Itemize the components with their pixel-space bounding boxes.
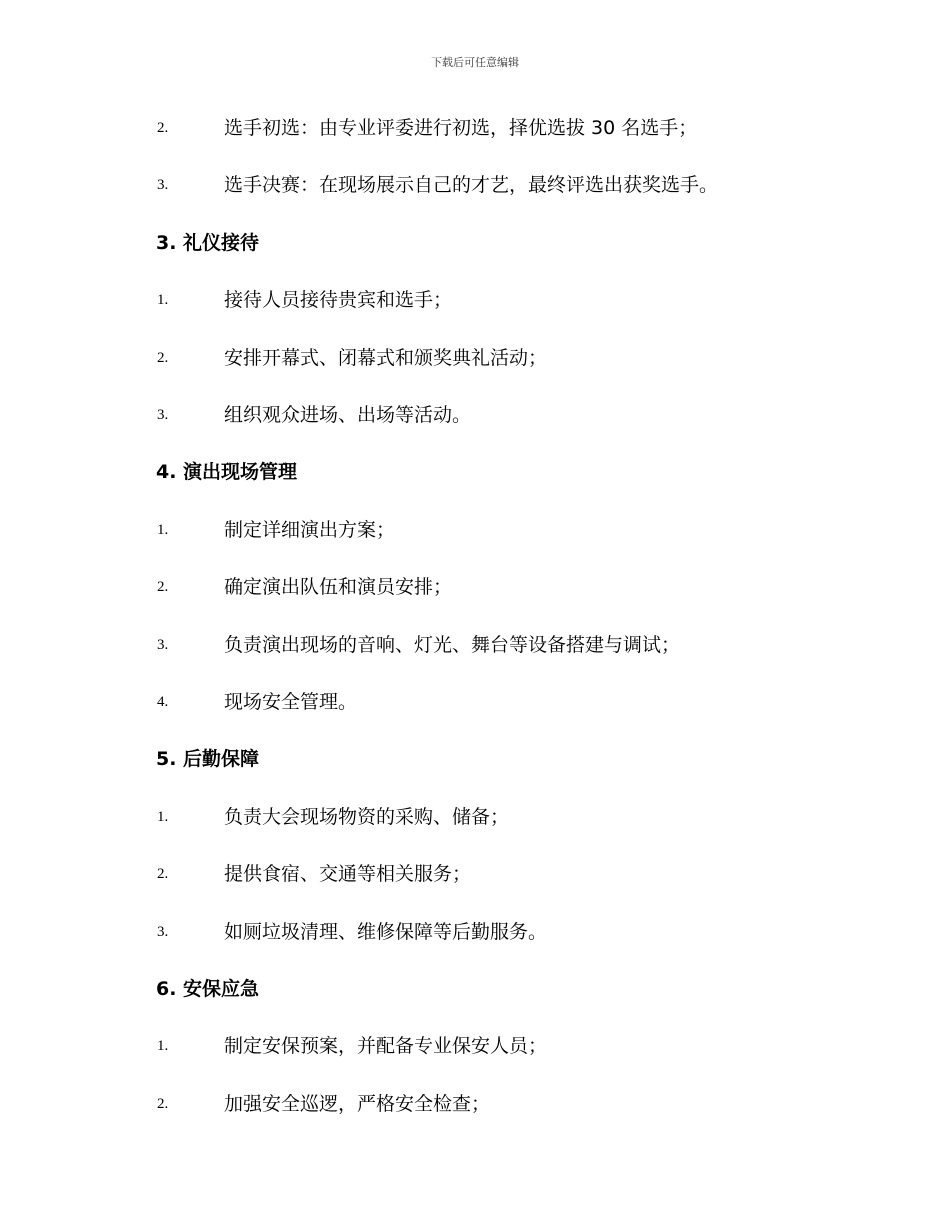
list-item-text: 现场安全管理。 — [224, 691, 358, 713]
list-item-text: 负责大会现场物资的采购、储备； — [224, 806, 510, 828]
list-item-text: 制定安保预案，并配备专业保安人员； — [224, 1035, 548, 1057]
list-item — [0, 1031, 950, 1061]
list-item-text: 选手决赛：在现场展示自己的才艺，最终评选出获奖选手。 — [224, 174, 719, 196]
list-item — [0, 1089, 950, 1119]
section-heading-row — [0, 974, 950, 1004]
list-item — [0, 285, 950, 315]
list-item-number: 3. — [157, 407, 169, 423]
list-item — [0, 170, 950, 200]
list-item-text: 如厕垃圾清理、维修保障等后勤服务。 — [224, 921, 548, 943]
list-item-number: 3. — [157, 177, 169, 193]
list-item — [0, 687, 950, 717]
list-item-text: 组织观众进场、出场等活动。 — [224, 404, 472, 426]
list-item-number: 2. — [157, 1096, 169, 1112]
list-item-text: 加强安全巡逻，严格安全检查； — [224, 1093, 491, 1115]
list-item — [0, 343, 950, 373]
list-item-number: 1. — [157, 292, 169, 308]
list-item-text: 接待人员接待贵宾和选手； — [224, 289, 453, 311]
list-item — [0, 113, 950, 143]
list-item — [0, 802, 950, 832]
section-heading: 4. 演出现场管理 — [156, 461, 298, 483]
list-item-text: 确定演出队伍和演员安排； — [224, 576, 453, 598]
list-item-number: 2. — [157, 579, 169, 595]
list-item-number: 1. — [157, 1038, 169, 1054]
list-item-number: 2. — [157, 350, 169, 366]
list-item — [0, 917, 950, 947]
section-heading: 5. 后勤保障 — [156, 748, 260, 770]
list-item-text: 安排开幕式、闭幕式和颁奖典礼活动； — [224, 347, 548, 369]
list-item-number: 3. — [157, 637, 169, 653]
list-item-number: 3. — [157, 924, 169, 940]
list-item-text: 负责演出现场的音响、灯光、舞台等设备搭建与调试； — [224, 634, 681, 656]
section-heading-row — [0, 744, 950, 774]
list-item-text: 制定详细演出方案； — [224, 519, 396, 541]
section-heading: 6. 安保应急 — [156, 978, 260, 1000]
list-item — [0, 572, 950, 602]
list-item-text: 提供食宿、交通等相关服务； — [224, 863, 472, 885]
list-item — [0, 859, 950, 889]
section-heading-row — [0, 457, 950, 487]
list-item-number: 1. — [157, 809, 169, 825]
list-item — [0, 630, 950, 660]
list-item-number: 1. — [157, 522, 169, 538]
list-item-number: 2. — [157, 120, 169, 136]
section-heading-row — [0, 228, 950, 258]
list-item — [0, 515, 950, 545]
page-header-note: 下载后可任意编辑 — [431, 56, 519, 69]
list-item — [0, 400, 950, 430]
list-item-number: 2. — [157, 866, 169, 882]
list-item-number: 4. — [157, 694, 169, 710]
section-heading: 3. 礼仪接待 — [156, 232, 260, 254]
list-item-text: 选手初选：由专业评委进行初选，择优选拔 30 名选手； — [224, 117, 698, 139]
